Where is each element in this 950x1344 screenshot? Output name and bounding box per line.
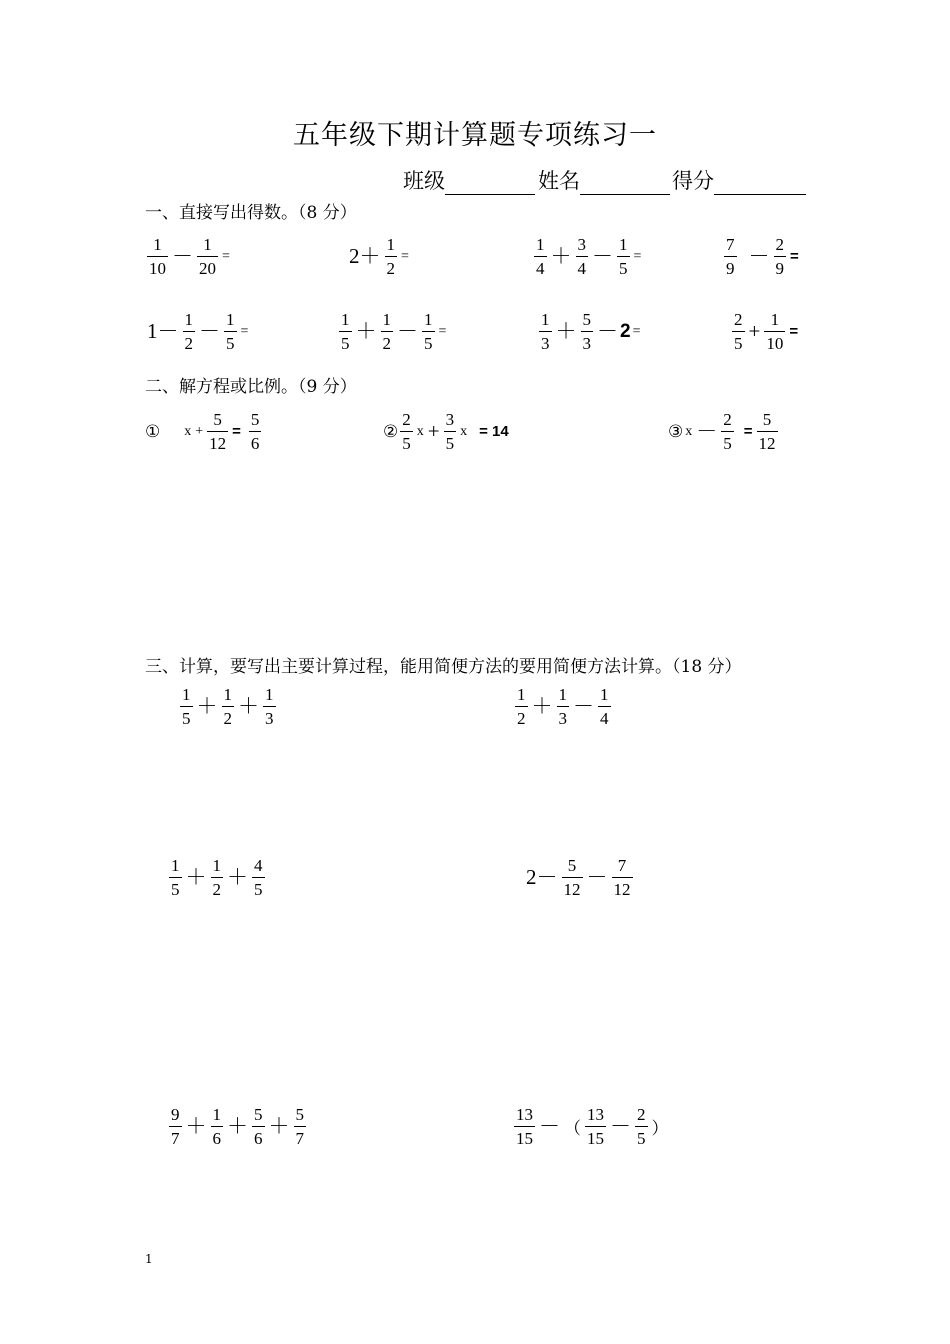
fraction: $\frac{2}{9}$ [775, 235, 784, 278]
class-label: 班级 [403, 169, 445, 193]
fraction: $\frac{1}{4}$ [536, 235, 545, 278]
class-blank[interactable] [445, 172, 535, 195]
score-field [672, 165, 808, 195]
fraction: $\frac{4}{5}$ [254, 856, 263, 899]
fraction: $\frac{2}{5}$ [734, 310, 743, 353]
fraction: $\frac{1}{20}$ [199, 235, 216, 278]
fraction: $\frac{1}{10}$ [766, 310, 784, 353]
s3-problem-1: $\frac{1}{5}$ ＋ $\frac{1}{2}$ ＋ $\frac{1}{3}$ [182, 685, 274, 728]
s1-problem-3: $\frac{1}{4}$ ＋ $\frac{3}{4}$ － $\frac{1}{5}$ = [536, 235, 642, 278]
s1-problem-6: $\frac{1}{5}$ ＋ $\frac{1}{2}$ － $\frac{1}{5}$ = [341, 310, 447, 353]
page-number: 1 [145, 1252, 153, 1266]
fraction: $\frac{13}{15}$ [587, 1105, 604, 1148]
s1-problem-5: 1－ $\frac{1}{2}$ － $\frac{1}{5}$ = [147, 310, 249, 353]
fraction: $\frac{1}{4}$ [600, 685, 609, 728]
fraction: $\frac{1}{5}$ [424, 310, 433, 353]
fraction: $\frac{3}{5}$ [445, 410, 455, 453]
s3-problem-3: $\frac{1}{5}$ ＋ $\frac{1}{2}$ ＋ $\frac{4}{5}$ [171, 856, 263, 899]
fraction: $\frac{1}{10}$ [149, 235, 166, 278]
fraction: $\frac{1}{2}$ [386, 235, 395, 278]
section3-heading: 三、计算，要写出主要计算过程，能用简便方法的要用简便方法计算。（18 分） [145, 657, 742, 677]
name-blank[interactable] [580, 172, 670, 195]
fraction: $\frac{3}{4}$ [577, 235, 586, 278]
fraction: $\frac{5}{12}$ [563, 856, 581, 899]
s1-problem-8: $\frac{2}{5}$ + $\frac{1}{10}$ = [734, 310, 799, 353]
fraction: $\frac{2}{5}$ [402, 410, 411, 453]
fraction: $\frac{2}{5}$ [637, 1105, 646, 1148]
s1-problem-2: 2＋ $\frac{1}{2}$ = [349, 235, 409, 278]
fraction: $\frac{1}{5}$ [171, 856, 180, 899]
s3-problem-4: 2－ $\frac{5}{12}$ － $\frac{7}{12}$ [526, 856, 631, 899]
fraction: $\frac{1}{3}$ [558, 685, 567, 728]
fraction: $\frac{9}{7}$ [171, 1105, 180, 1148]
fraction: $\frac{1}{5}$ [341, 310, 350, 353]
fraction: $\frac{5}{12}$ [758, 410, 776, 453]
score-label: 得分 [672, 169, 714, 193]
fraction: $\frac{1}{2}$ [212, 856, 221, 899]
circled-number: ③ [668, 421, 684, 441]
fraction: $\frac{1}{6}$ [212, 1105, 221, 1148]
fraction: $\frac{13}{15}$ [516, 1105, 533, 1148]
fraction: $\frac{1}{2}$ [517, 685, 526, 728]
s1-problem-4: $\frac{7}{9}$ － $\frac{2}{9}$ = [726, 235, 799, 278]
s1-problem-7: $\frac{1}{3}$ ＋ $\frac{5}{3}$ － 2 = [541, 310, 641, 353]
fraction: $\frac{1}{3}$ [265, 685, 274, 728]
fraction: $\frac{1}{5}$ [619, 235, 628, 278]
fraction: $\frac{2}{5}$ [723, 410, 732, 453]
section2-heading: 二、解方程或比例。（9 分） [145, 377, 357, 397]
fraction: $\frac{1}{5}$ [226, 310, 235, 353]
fraction: $\frac{5}{7}$ [295, 1105, 304, 1148]
fraction: $\frac{1}{2}$ [184, 310, 193, 353]
circled-number: ② [383, 421, 399, 441]
fraction: $\frac{1}{3}$ [541, 310, 550, 353]
fraction: $\frac{7}{12}$ [613, 856, 631, 899]
s2-equation-1: ① x + $\frac{5}{12}$ = $\frac{5}{6}$ [145, 410, 260, 453]
fraction: $\frac{1}{5}$ [182, 685, 191, 728]
fraction: $\frac{1}{2}$ [223, 685, 232, 728]
name-label: 姓名 [538, 169, 580, 193]
fraction: $\frac{1}{2}$ [382, 310, 391, 353]
s3-problem-5: $\frac{9}{7}$ ＋ $\frac{1}{6}$ ＋ $\frac{5}{6}$ ＋ $\frac{5}{7}$ [171, 1105, 304, 1148]
fraction: $\frac{5}{3}$ [582, 310, 591, 353]
class-field [403, 165, 537, 195]
fraction: $\frac{7}{9}$ [726, 235, 735, 278]
s1-problem-1: $\frac{1}{10}$ － $\frac{1}{20}$ = [149, 235, 230, 278]
page-title: 五年级下期计算题专项练习一 [293, 120, 657, 151]
fraction: $\frac{5}{12}$ [209, 410, 227, 453]
score-blank[interactable] [714, 172, 806, 195]
s3-problem-2: $\frac{1}{2}$ ＋ $\frac{1}{3}$ － $\frac{1}{4}$ [517, 685, 609, 728]
s2-equation-3: ③ x － $\frac{2}{5}$ = $\frac{5}{12}$ [668, 410, 776, 453]
fraction: $\frac{5}{6}$ [254, 1105, 263, 1148]
section1-heading: 一、直接写出得数。（8 分） [145, 203, 357, 223]
name-field [538, 165, 672, 195]
s2-equation-2: ② $\frac{2}{5}$ x + $\frac{3}{5}$ x = 14 [383, 410, 509, 453]
circled-number: ① [145, 421, 161, 441]
fraction: $\frac{5}{6}$ [250, 410, 260, 453]
s3-problem-6: $\frac{13}{15}$ － （ $\frac{13}{15}$ － $\frac{2}{5}$ ） [516, 1105, 669, 1148]
